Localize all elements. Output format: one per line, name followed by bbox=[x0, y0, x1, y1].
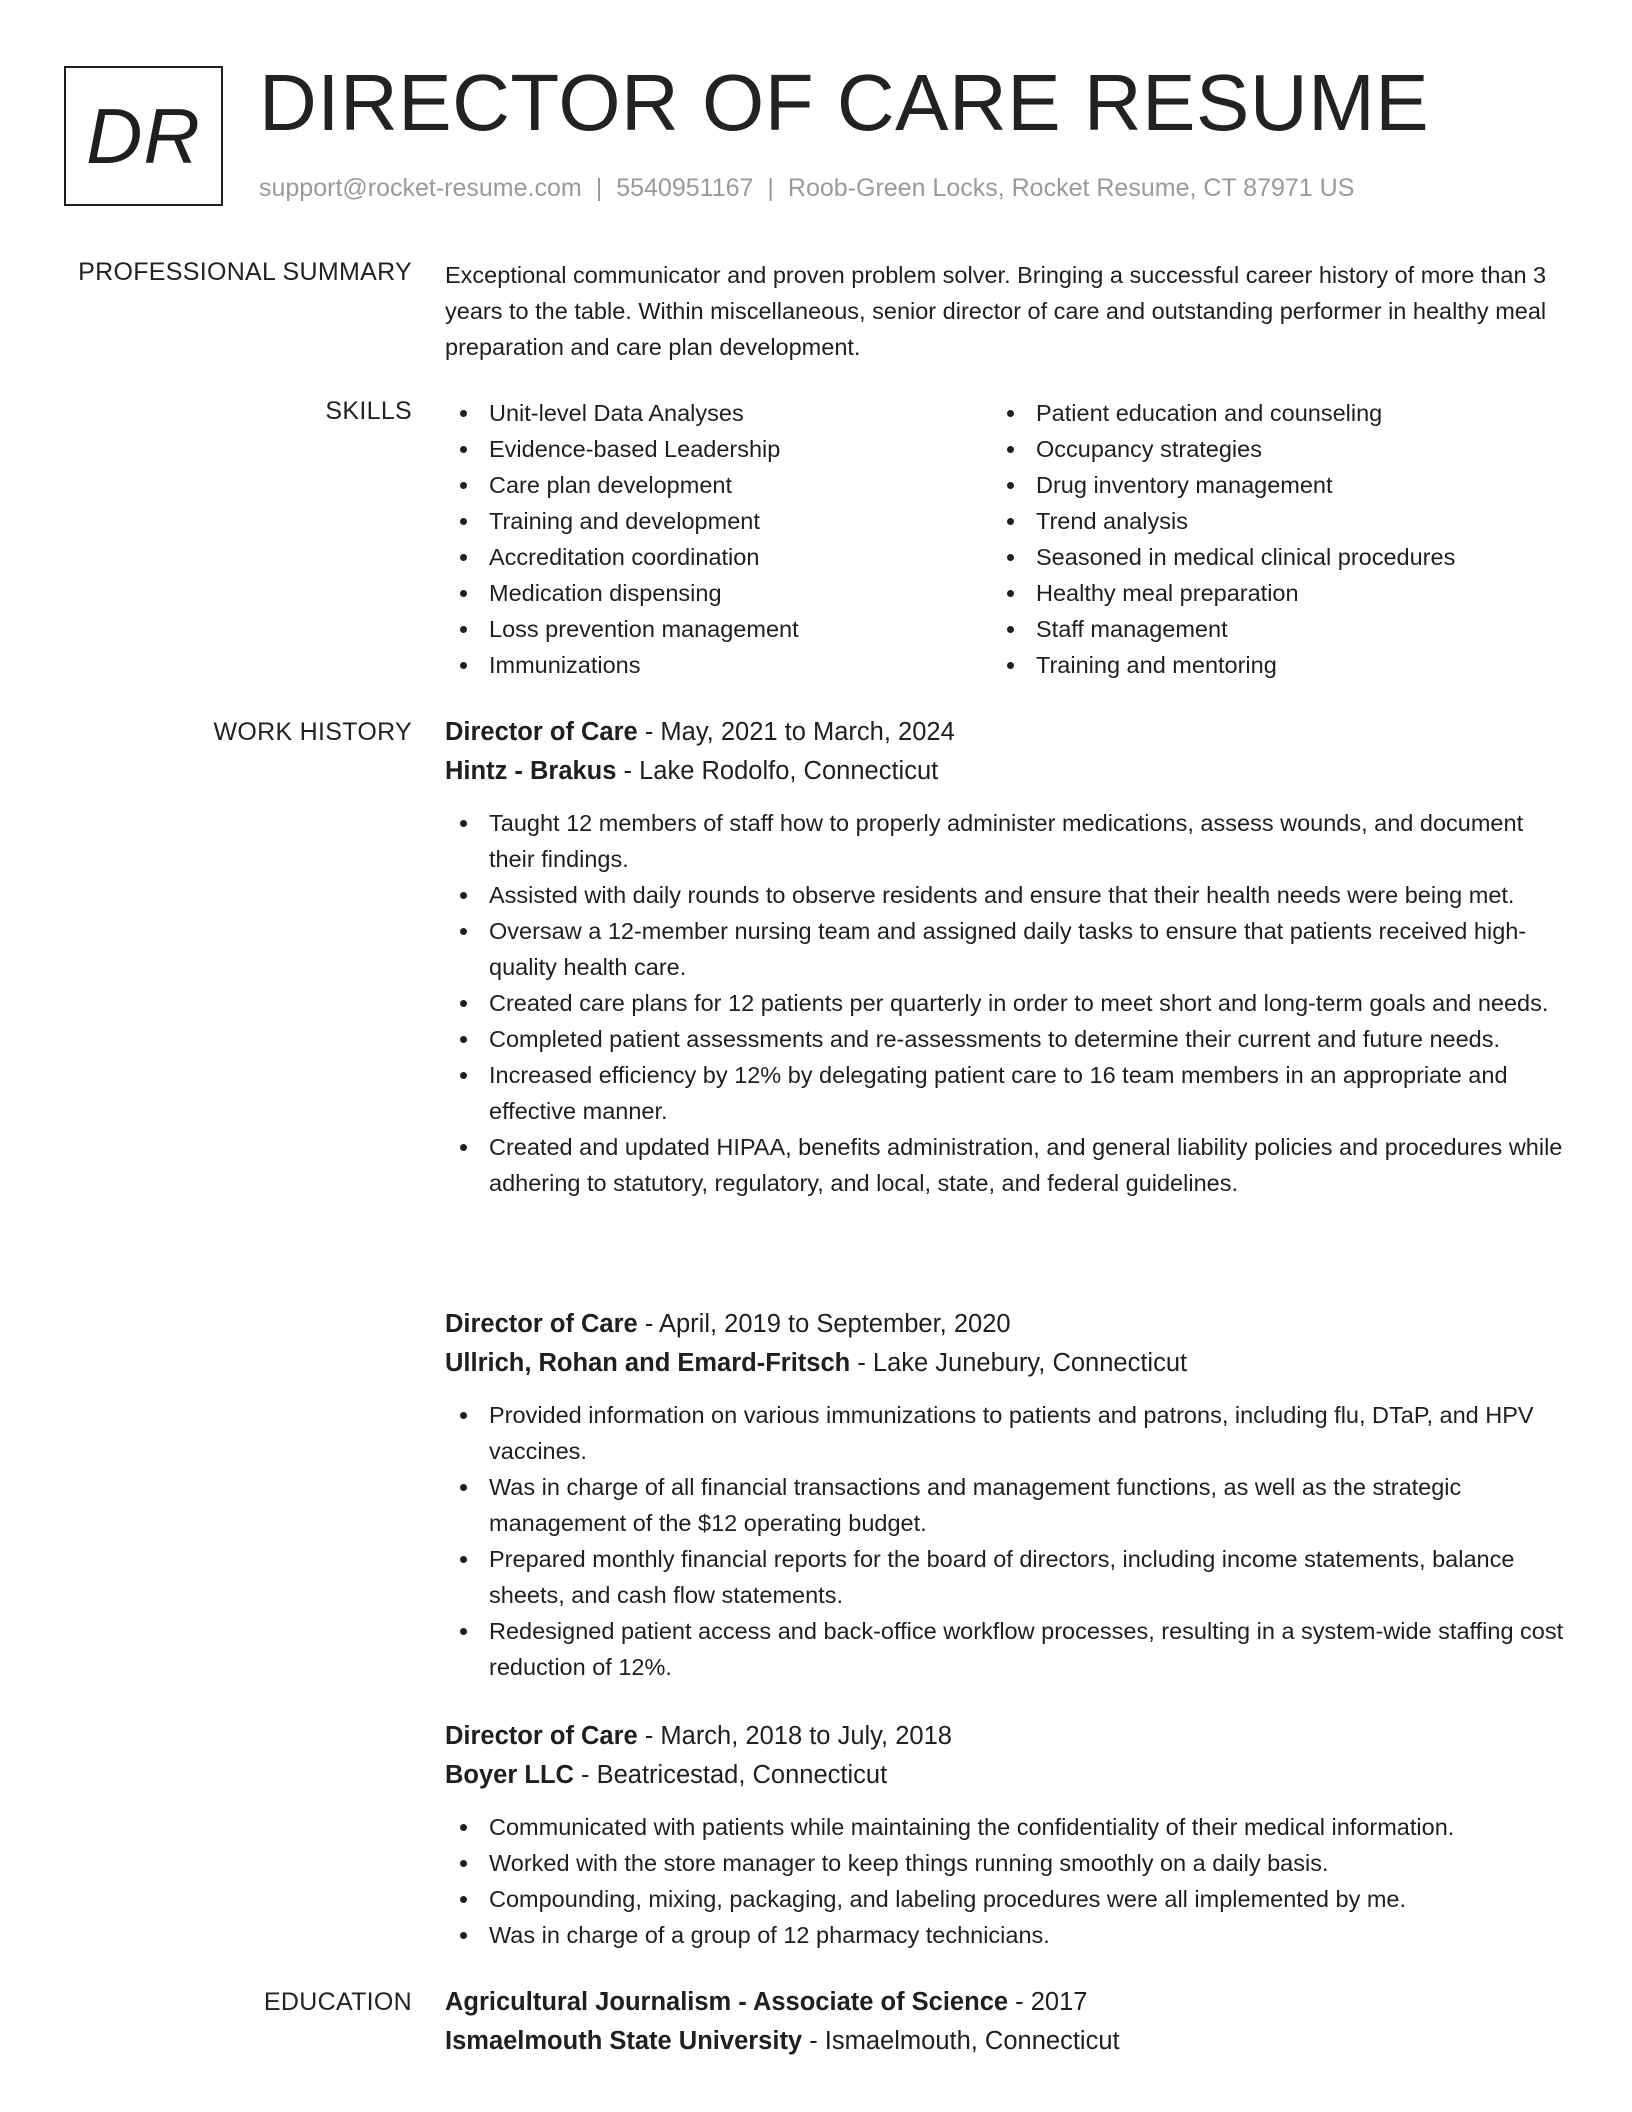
job-company: Hintz - Brakus bbox=[445, 757, 617, 785]
job-bullet: Was in charge of all financial transactions and management functions, as well as the strategic management of the $12 operating budget. bbox=[445, 1469, 1565, 1541]
job-location: - Beatricestad, Connecticut bbox=[573, 1761, 888, 1789]
job-dates: - May, 2021 to March, 2024 bbox=[637, 718, 955, 746]
job-dates: - April, 2019 to September, 2020 bbox=[637, 1310, 1011, 1338]
skills-left-column bbox=[445, 395, 992, 683]
job-bullet: Redesigned patient access and back-office workflow processes, resulting in a system-wide staffing cost reduction of 12%. bbox=[445, 1613, 1565, 1685]
job-title: Director of Care bbox=[445, 718, 638, 746]
resume-title: DIRECTOR OF CARE RESUME bbox=[259, 58, 1430, 147]
skill-item: Unit-level Data Analyses bbox=[445, 395, 992, 431]
job-title-line bbox=[445, 1717, 1565, 1756]
skills-heading: SKILLS bbox=[325, 397, 412, 425]
skills-section bbox=[445, 395, 1565, 683]
job-entry bbox=[445, 1305, 1565, 1685]
skill-item: Trend analysis bbox=[992, 503, 1539, 539]
job-bullet: Worked with the store manager to keep things running smoothly on a daily basis. bbox=[445, 1845, 1565, 1881]
skill-item: Patient education and counseling bbox=[992, 395, 1539, 431]
contact-separator: | bbox=[767, 174, 774, 202]
contact-line bbox=[259, 174, 1354, 203]
summary-text: Exceptional communicator and proven problem solver. Bringing a successful career history of more than 3 years to the table. Within miscellaneous, senior director of care and outstanding performer in healthy meal preparation and care plan development. bbox=[445, 262, 1547, 360]
summary-section bbox=[445, 257, 1565, 365]
job-bullet: Oversaw a 12-member nursing team and assigned daily tasks to ensure that patients received high-quality health care. bbox=[445, 913, 1565, 985]
job-title-line bbox=[445, 1305, 1565, 1344]
degree-line bbox=[445, 1983, 1565, 2022]
skill-item: Training and development bbox=[445, 503, 992, 539]
job-bullet: Assisted with daily rounds to observe residents and ensure that their health needs were being met. bbox=[445, 877, 1565, 913]
summary-heading: PROFESSIONAL SUMMARY bbox=[78, 258, 412, 286]
skill-item: Evidence-based Leadership bbox=[445, 431, 992, 467]
skill-item: Loss prevention management bbox=[445, 611, 992, 647]
skill-item: Occupancy strategies bbox=[992, 431, 1539, 467]
school-location: - Ismaelmouth, Connecticut bbox=[802, 2027, 1120, 2055]
job-bullets bbox=[445, 1809, 1565, 1953]
job-bullet: Was in charge of a group of 12 pharmacy technicians. bbox=[445, 1917, 1565, 1953]
skill-item: Training and mentoring bbox=[992, 647, 1539, 683]
job-location: - Lake Junebury, Connecticut bbox=[850, 1349, 1188, 1377]
skills-right-column bbox=[992, 395, 1539, 683]
skill-item: Care plan development bbox=[445, 467, 992, 503]
contact-email: support@rocket-resume.com bbox=[259, 174, 582, 202]
skill-item: Drug inventory management bbox=[992, 467, 1539, 503]
work-history-heading: WORK HISTORY bbox=[213, 718, 412, 746]
education-heading: EDUCATION bbox=[263, 1988, 412, 2016]
job-entry bbox=[445, 713, 1565, 1201]
job-bullet: Created care plans for 12 patients per quarterly in order to meet short and long-term goals and needs. bbox=[445, 985, 1565, 1021]
skill-item: Seasoned in medical clinical procedures bbox=[992, 539, 1539, 575]
job-company-line bbox=[445, 752, 1565, 791]
job-bullets bbox=[445, 805, 1565, 1201]
degree: Agricultural Journalism - Associate of Science bbox=[445, 1988, 1009, 2016]
job-bullet: Created and updated HIPAA, benefits administration, and general liability policies and procedures while adhering to statutory, regulatory, and local, state, and federal guidelines. bbox=[445, 1129, 1565, 1201]
job-company: Boyer LLC bbox=[445, 1761, 574, 1789]
job-bullet: Taught 12 members of staff how to properly administer medications, assess wounds, and document their findings. bbox=[445, 805, 1565, 877]
skill-item: Healthy meal preparation bbox=[992, 575, 1539, 611]
job-bullet: Prepared monthly financial reports for the board of directors, including income statements, balance sheets, and cash flow statements. bbox=[445, 1541, 1565, 1613]
school-line bbox=[445, 2022, 1565, 2061]
job-bullet: Compounding, mixing, packaging, and labeling procedures were all implemented by me. bbox=[445, 1881, 1565, 1917]
contact-separator: | bbox=[595, 174, 603, 202]
skill-item: Immunizations bbox=[445, 647, 992, 683]
skill-item: Staff management bbox=[992, 611, 1539, 647]
job-location: - Lake Rodolfo, Connecticut bbox=[616, 757, 939, 785]
graduation-year: - 2017 bbox=[1008, 1988, 1088, 2016]
contact-address: Roob-Green Locks, Rocket Resume, CT 87971 US bbox=[787, 174, 1355, 202]
job-title: Director of Care bbox=[445, 1310, 638, 1338]
job-company-line bbox=[445, 1344, 1565, 1383]
skill-item: Medication dispensing bbox=[445, 575, 992, 611]
job-entry bbox=[445, 1717, 1565, 1953]
skill-item: Accreditation coordination bbox=[445, 539, 992, 575]
job-title: Director of Care bbox=[445, 1722, 638, 1750]
job-dates: - March, 2018 to July, 2018 bbox=[637, 1722, 952, 1750]
job-bullet: Communicated with patients while maintaining the confidentiality of their medical information. bbox=[445, 1809, 1565, 1845]
job-bullet: Completed patient assessments and re-assessments to determine their current and future needs. bbox=[445, 1021, 1565, 1057]
job-company: Ullrich, Rohan and Emard-Fritsch bbox=[445, 1349, 851, 1377]
job-bullet: Increased efficiency by 12% by delegating patient care to 16 team members in an appropriate and effective manner. bbox=[445, 1057, 1565, 1129]
education-entry bbox=[445, 1983, 1565, 2061]
job-bullet: Provided information on various immunizations to patients and patrons, including flu, DTaP, and HPV vaccines. bbox=[445, 1397, 1565, 1469]
school-name: Ismaelmouth State University bbox=[445, 2027, 803, 2055]
initials-monogram: DR bbox=[64, 66, 223, 206]
job-title-line bbox=[445, 713, 1565, 752]
contact-phone: 5540951167 bbox=[616, 174, 754, 202]
job-bullets bbox=[445, 1397, 1565, 1685]
job-company-line bbox=[445, 1756, 1565, 1795]
